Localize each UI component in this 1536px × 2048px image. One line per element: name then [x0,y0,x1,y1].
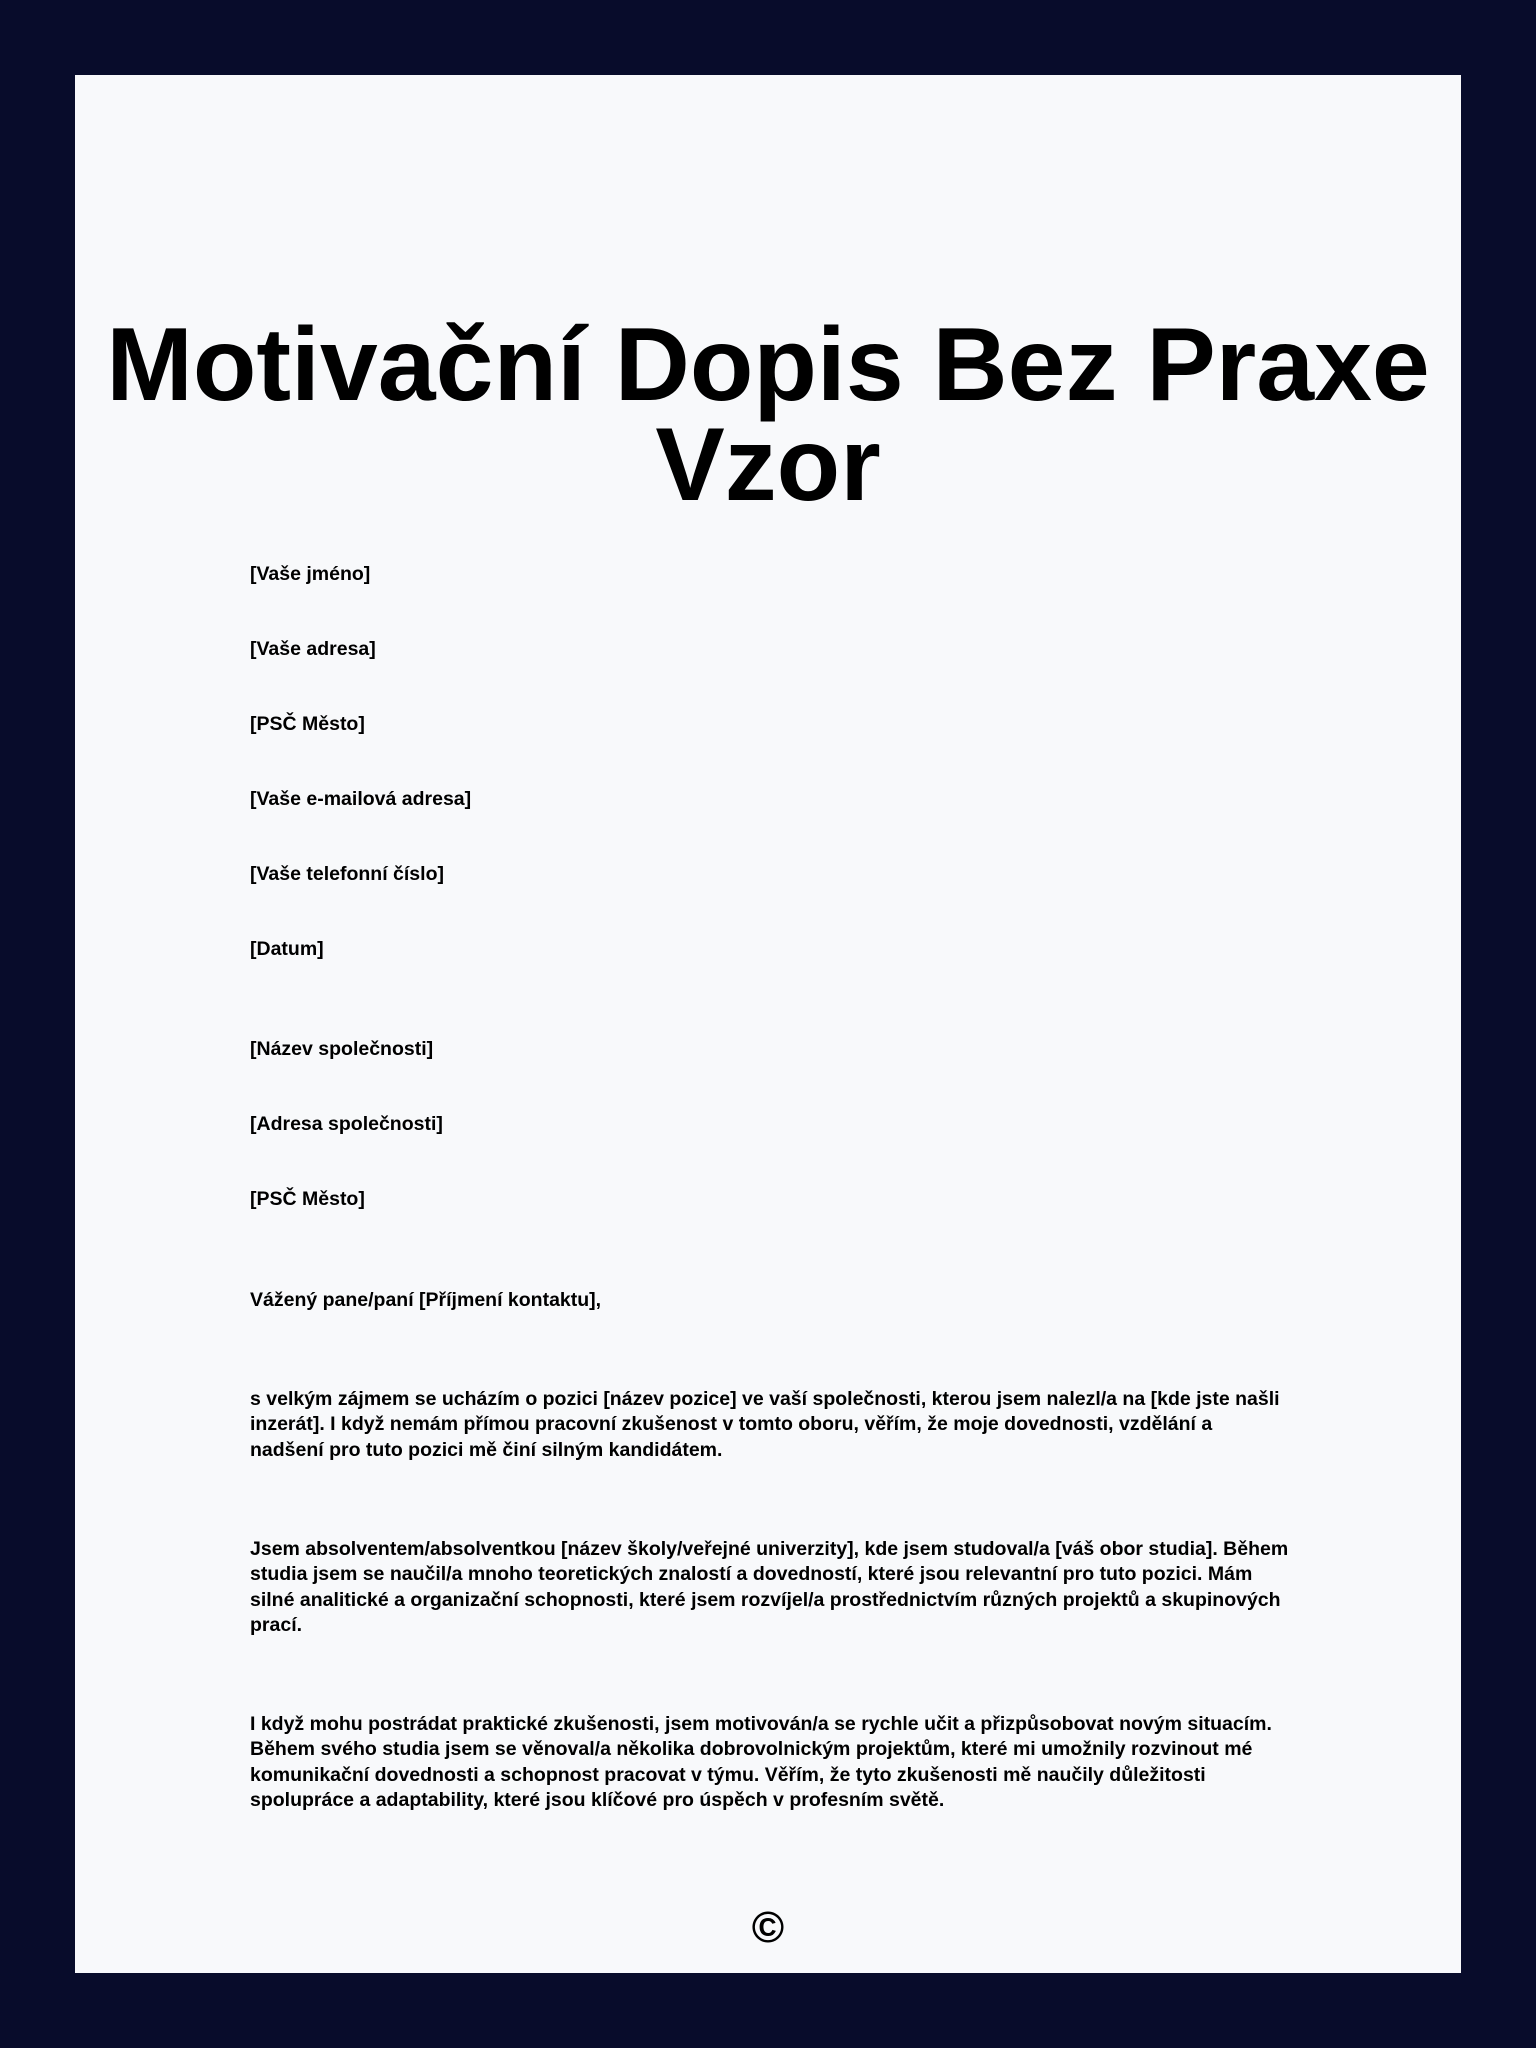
paragraph-3: I když mohu postrádat praktické zkušenosti, jsem motivován/a se rychle učit a přizpůsobovat novým situacím. Během svého studia jsem se věnoval/a několika dobrovolnickým projektům, které mi umožnily rozvinout mé komunikační dovednosti a schopnost pracovat v týmu. Věřím, že tyto zkušenosti mě naučily důležitosti spolupráce a adaptability, které jsou klíčové pro úspěch v profesním světě. [250,1713,1272,1811]
sender-address: [Vaše adresa] [250,638,376,660]
recipient-address: [Adresa společnosti] [250,1113,443,1135]
recipient-city: [PSČ Město] [250,1188,365,1210]
page-title: Motivační Dopis Bez Praxe Vzor [106,307,1430,523]
sender-name: [Vaše jméno] [250,563,371,585]
sender-city: [PSČ Město] [250,713,365,735]
salutation: Vážený pane/paní [Příjmení kontaktu], [250,1289,602,1311]
paragraph-2: Jsem absolventem/absolventkou [název školy/veřejné univerzity], kde jsem studoval/a [váš obor studia]. Během studia jsem se naučil/a mnoho teoretických znalostí a dovedností, které jsou relevantní pro tuto pozici. Mám silné analitické a organizační schopnosti, které jsem rozvíjel/a prostřednictvím různých projektů a skupinových prací. [250,1538,1289,1636]
document-page [75,75,1461,1973]
copyright-icon: © [751,1903,785,1952]
sender-phone: [Vaše telefonní číslo] [250,863,444,885]
paragraph-1: s velkým zájmem se ucházím o pozici [název pozice] ve vaší společnosti, kterou jsem nalezl/a na [kde jste našli inzerát]. I když nemám přímou pracovní zkušenost v tomto oboru, věřím, že moje dovednosti, vzdělání a nadšení pro tuto pozici mě činí silným kandidátem. [250,1388,1280,1461]
date: [Datum] [250,938,324,960]
recipient-company: [Název společnosti] [250,1038,434,1060]
sender-email: [Vaše e-mailová adresa] [250,788,472,810]
